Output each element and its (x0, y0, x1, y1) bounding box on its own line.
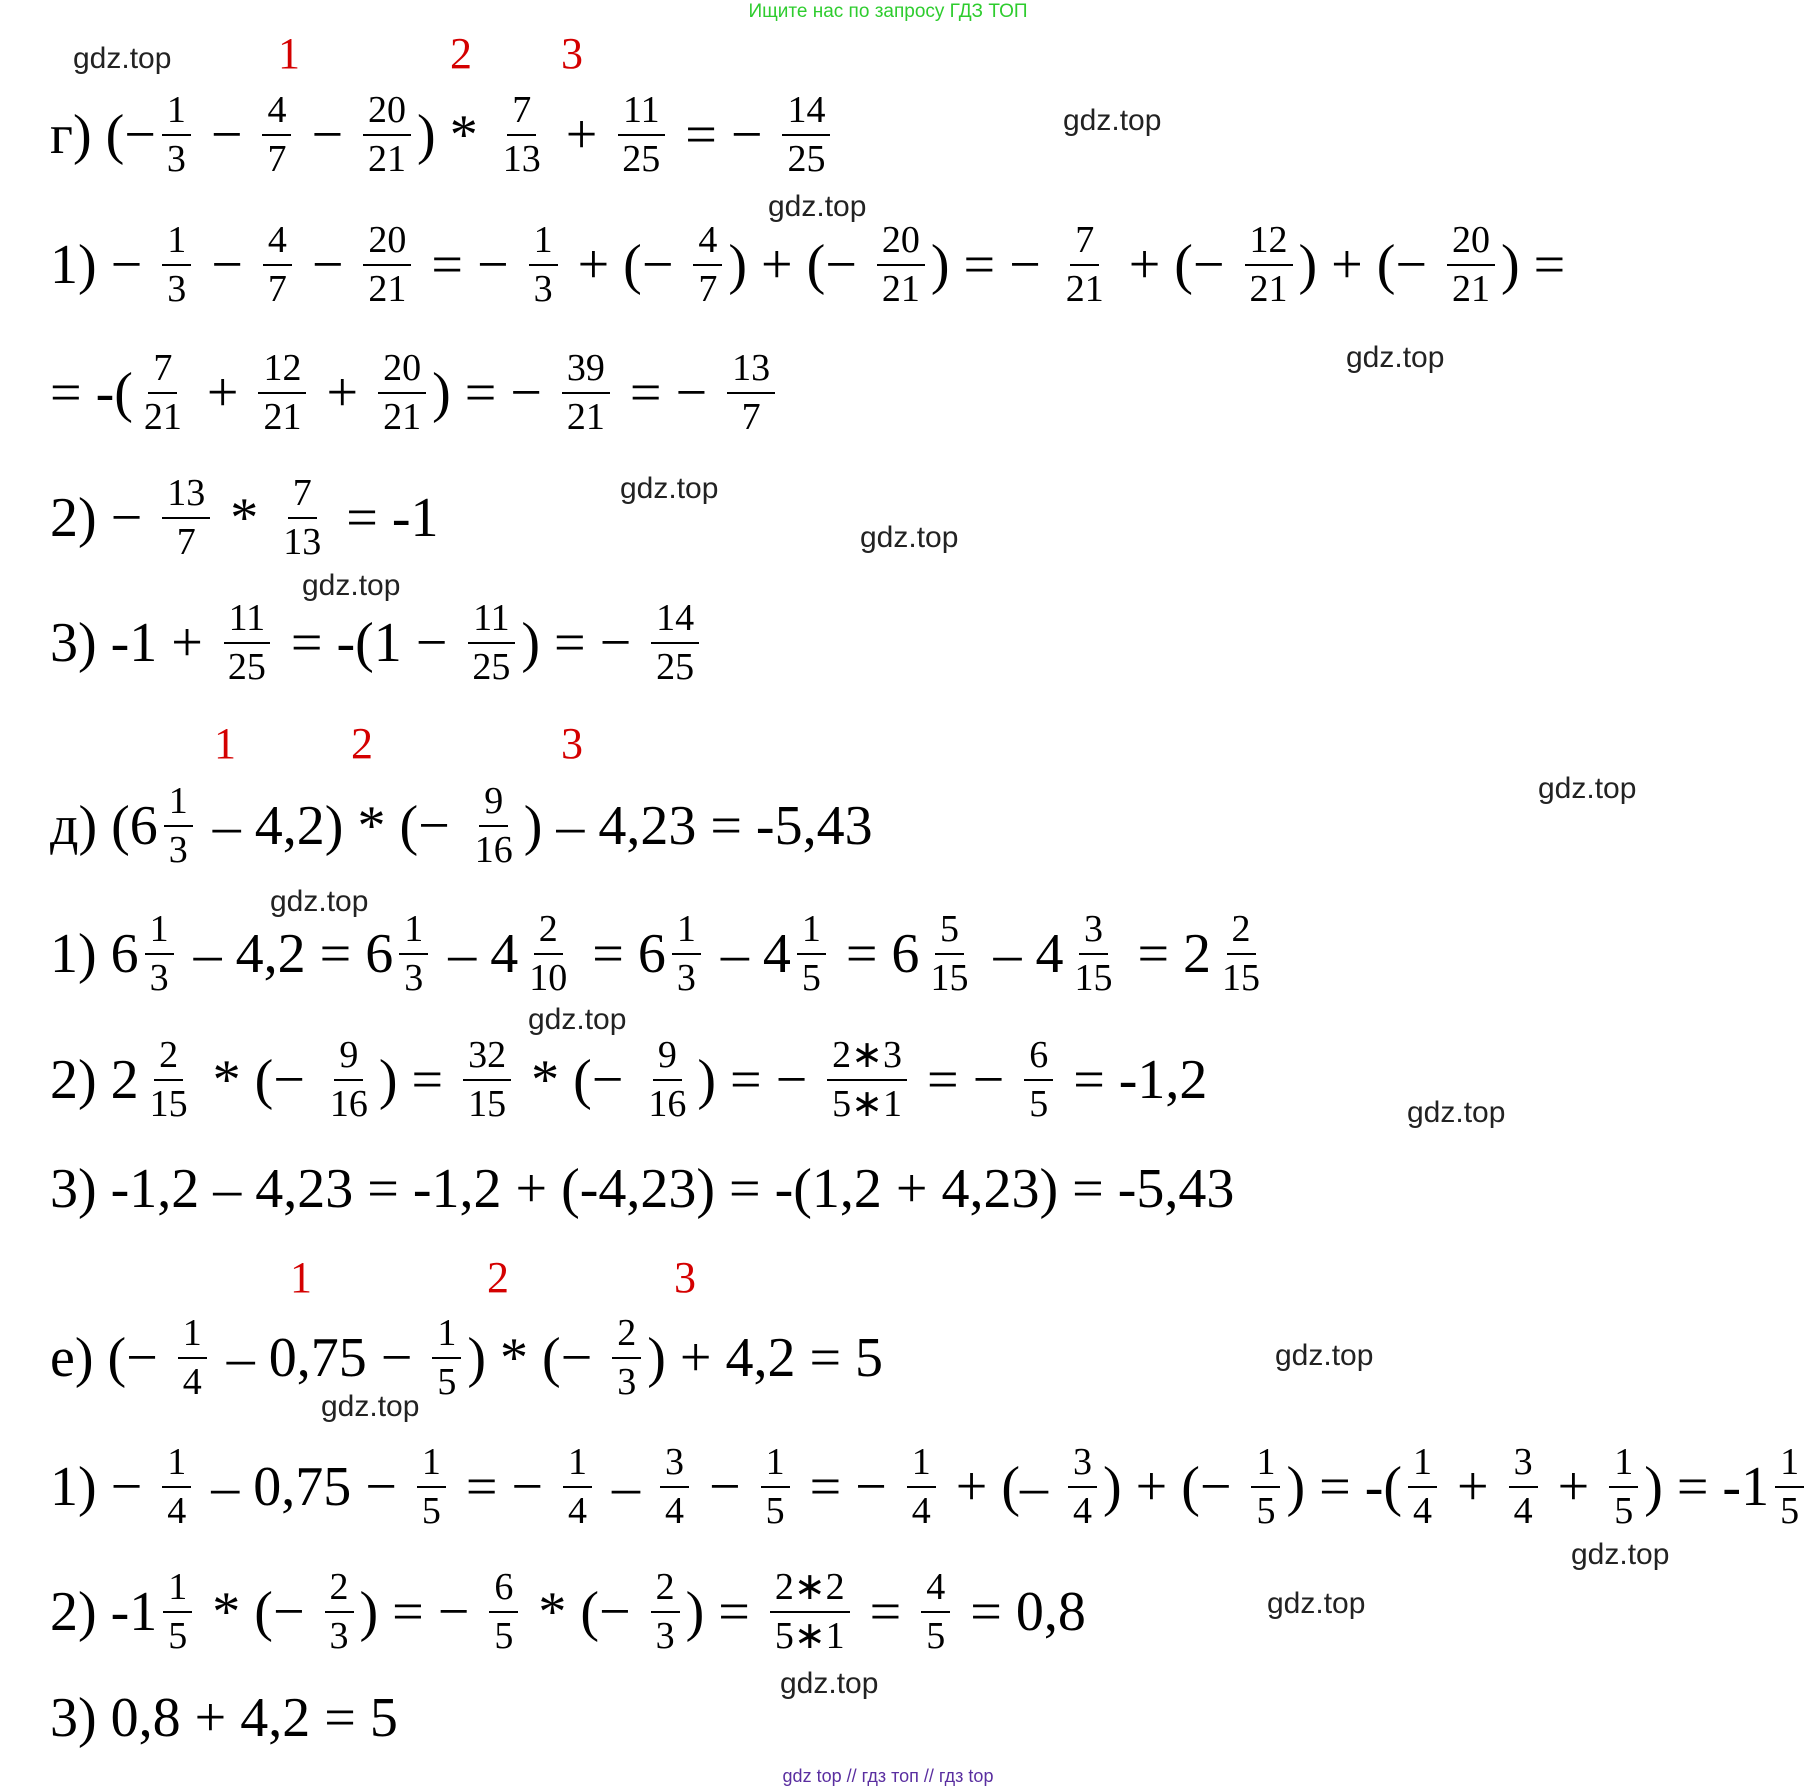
math-text: = − (671, 104, 777, 166)
math-text: 2) − (50, 487, 157, 549)
numerator: 5 (935, 906, 964, 956)
denominator: 25 (787, 138, 826, 180)
fraction (145, 906, 174, 1003)
denominator: 4 (568, 1490, 587, 1532)
numerator: 1 (1775, 1439, 1804, 1489)
math-text: + (− (563, 234, 688, 296)
denominator: 4 (167, 1490, 187, 1532)
math-text: * (− (198, 1581, 319, 1643)
numerator: 2 (534, 906, 563, 956)
math-text: ) + 4,2 = 5 (647, 1327, 884, 1389)
fraction (563, 1439, 592, 1536)
fraction (1024, 1032, 1053, 1129)
denominator: 3 (533, 268, 553, 310)
math-text: ) + (− (728, 234, 871, 296)
math-text: – 4,2) * (− (198, 795, 464, 857)
numerator: 3 (1079, 906, 1108, 956)
fraction (489, 1564, 518, 1661)
watermark: gdz.top (860, 521, 959, 554)
denominator: 15 (468, 1083, 507, 1125)
fraction (432, 1310, 461, 1407)
fraction (145, 1032, 193, 1129)
fraction (258, 345, 306, 442)
fraction (651, 595, 699, 692)
fraction (139, 345, 187, 442)
fraction (643, 1032, 691, 1129)
numerator: 2 (1227, 906, 1256, 956)
denominator: 16 (648, 1083, 687, 1125)
math-text: 3) 0,8 + 4,2 = 5 (50, 1687, 398, 1749)
denominator: 5 (1029, 1083, 1049, 1125)
step-number: 1 (290, 1253, 312, 1302)
fraction (770, 1564, 850, 1661)
fraction (612, 1310, 641, 1407)
numerator: 1 (162, 217, 191, 267)
denominator: 3 (404, 957, 424, 999)
watermark: gdz.top (1063, 104, 1162, 137)
math-text: 3) -1,2 – 4,23 = -1,2 + (-4,23) = -(1,2 + 4,23) = -5,43 (50, 1158, 1235, 1220)
numerator: 4 (262, 87, 291, 137)
denominator: 5 (801, 957, 821, 999)
math-text: + (312, 362, 373, 424)
denominator: 4 (1413, 1490, 1432, 1532)
fraction (417, 1439, 446, 1536)
numerator: 2∗3 (827, 1032, 907, 1082)
numerator: 1 (163, 1564, 192, 1614)
denominator: 7 (698, 268, 718, 310)
watermark: gdz.top (1407, 1096, 1506, 1129)
math-text: * (− (198, 1049, 319, 1111)
numerator: 13 (727, 345, 775, 395)
denominator: 5 (437, 1361, 457, 1403)
watermark: gdz.top (528, 1003, 627, 1036)
numerator: 20 (378, 345, 426, 395)
math-text: ) * (− (467, 1327, 607, 1389)
math-text: + (1443, 1456, 1503, 1518)
fraction (727, 345, 775, 442)
fraction (921, 1564, 950, 1661)
fraction (378, 345, 426, 442)
fraction (1251, 1439, 1280, 1536)
watermark: gdz.top (620, 472, 719, 505)
fraction (877, 217, 925, 314)
denominator: 21 (1451, 268, 1490, 310)
fraction (660, 1439, 689, 1536)
numerator: 2 (651, 1564, 680, 1614)
math-text: + (– (941, 1456, 1062, 1518)
math-text: + (551, 104, 612, 166)
denominator: 3 (655, 1615, 675, 1657)
numerator: 4 (263, 217, 292, 267)
numerator: 11 (224, 595, 271, 645)
math-text: = − (451, 1456, 557, 1518)
fraction (1609, 1439, 1638, 1536)
numerator: 3 (660, 1439, 689, 1489)
math-text: ) = − (359, 1581, 484, 1643)
math-text: 3) -1 + (50, 612, 217, 674)
math-text: = -( (50, 362, 133, 424)
numerator: 2 (325, 1564, 354, 1614)
denominator: 21 (881, 268, 920, 310)
fraction (1509, 1439, 1538, 1536)
denominator: 21 (143, 396, 182, 438)
denominator: 5 (765, 1490, 785, 1532)
watermark: gdz.top (1538, 772, 1637, 805)
fraction (562, 345, 610, 442)
numerator: 7 (507, 87, 536, 137)
fraction (223, 595, 271, 692)
fraction (907, 1439, 936, 1536)
denominator: 3 (168, 829, 188, 871)
denominator: 4 (911, 1490, 931, 1532)
math-text: ) = -( (1286, 1456, 1402, 1518)
fraction (363, 87, 411, 184)
fraction (263, 217, 292, 314)
math-text: = -1 (332, 487, 439, 549)
denominator: 5∗1 (832, 1083, 903, 1125)
numerator: 2 (154, 1032, 183, 1082)
fraction (524, 906, 572, 1003)
denominator: 5 (1614, 1490, 1634, 1532)
numerator: 1 (563, 1439, 592, 1489)
math-text: – 4 (434, 923, 519, 985)
math-text: 1) − (50, 234, 157, 296)
math-text: = − (795, 1456, 901, 1518)
fraction (178, 1310, 207, 1407)
denominator: 15 (1222, 957, 1261, 999)
numerator: 32 (463, 1032, 511, 1082)
numerator: 1 (672, 906, 701, 956)
numerator: 2 (612, 1310, 641, 1360)
numerator: 7 (1070, 217, 1099, 267)
fraction (1245, 217, 1293, 314)
fraction (467, 595, 515, 692)
numerator: 1 (162, 87, 191, 137)
numerator: 1 (164, 778, 193, 828)
math-text: 2) 2 (50, 1049, 139, 1111)
numerator: 1 (1408, 1439, 1437, 1489)
math-text: = 6 (578, 923, 666, 985)
fraction (1069, 906, 1117, 1003)
fraction (672, 906, 701, 1003)
math-text: = 6 (831, 923, 920, 985)
math-text: = − (417, 234, 523, 296)
math-text: ) = − (930, 234, 1055, 296)
fraction (1217, 906, 1265, 1003)
math-text: = 0,8 (956, 1581, 1086, 1643)
denominator: 7 (267, 268, 287, 310)
math-text: − (196, 104, 257, 166)
numerator: 6 (1024, 1032, 1053, 1082)
watermark: gdz.top (73, 42, 172, 75)
numerator: 12 (1245, 217, 1293, 267)
step-number: 2 (450, 29, 472, 78)
fraction (651, 1564, 680, 1661)
numerator: 1 (432, 1310, 461, 1360)
denominator: 4 (665, 1490, 684, 1532)
denominator: 5 (1780, 1490, 1800, 1532)
fraction (162, 87, 191, 184)
fraction (1408, 1439, 1437, 1536)
fraction (162, 217, 191, 314)
math-text: д) (6 (50, 795, 158, 857)
numerator: 1 (907, 1439, 936, 1489)
fraction (470, 778, 518, 875)
fraction (617, 87, 665, 184)
fraction (1775, 1439, 1804, 1536)
math-text: + (− (1114, 234, 1239, 296)
math-text: ) = (1500, 234, 1566, 296)
denominator: 16 (329, 1083, 368, 1125)
fraction (782, 87, 830, 184)
denominator: 15 (930, 957, 969, 999)
numerator: 20 (877, 217, 925, 267)
watermark: gdz.top (780, 1667, 879, 1700)
numerator: 1 (1251, 1439, 1280, 1489)
math-text: г) (− (50, 104, 156, 166)
fraction (827, 1032, 907, 1129)
denominator: 25 (472, 646, 511, 688)
math-text: ) – 4,23 = -5,43 (523, 795, 873, 857)
numerator: 1 (162, 1439, 191, 1489)
step-number: 1 (214, 719, 236, 768)
watermark: gdz.top (1275, 1339, 1374, 1372)
watermark: gdz.top (1346, 341, 1445, 374)
math-text: – 0,75 − (212, 1327, 427, 1389)
math-text: ) = − (521, 612, 646, 674)
step-number: 2 (351, 719, 373, 768)
denominator: 7 (176, 521, 196, 563)
math-text: е) (− (50, 1327, 172, 1389)
denominator: 3 (167, 268, 187, 310)
numerator: 1 (1609, 1439, 1638, 1489)
denominator: 13 (502, 138, 541, 180)
denominator: 3 (676, 957, 696, 999)
numerator: 1 (529, 217, 558, 267)
fraction (262, 87, 291, 184)
denominator: 10 (529, 957, 568, 999)
denominator: 15 (149, 1083, 188, 1125)
denominator: 15 (1074, 957, 1113, 999)
numerator: 39 (562, 345, 610, 395)
numerator: 1 (417, 1439, 446, 1489)
fraction (162, 1439, 191, 1536)
math-text: – 4,2 = 6 (179, 923, 394, 985)
denominator: 3 (617, 1361, 637, 1403)
step-number: 2 (487, 1253, 509, 1302)
numerator: 12 (258, 345, 306, 395)
math-text: 2) -1 (50, 1581, 158, 1643)
math-text: − (695, 1456, 755, 1518)
watermark: gdz.top (302, 569, 401, 602)
fraction (325, 1564, 354, 1661)
denominator: 4 (182, 1361, 202, 1403)
numerator: 7 (288, 470, 317, 520)
numerator: 1 (178, 1310, 207, 1360)
watermark: gdz.top (1571, 1538, 1670, 1571)
denominator: 21 (566, 396, 605, 438)
watermark: gdz.top (768, 190, 867, 223)
math-text: − (197, 234, 257, 296)
fraction (325, 1032, 373, 1129)
math-text: − (297, 104, 358, 166)
fraction (761, 1439, 790, 1536)
search-hint-header: Ищите нас по запросу ГДЗ ТОП (748, 1, 1028, 22)
math-text: = 2 (1123, 923, 1212, 985)
math-text: − (297, 234, 358, 296)
denominator: 21 (1249, 268, 1288, 310)
fraction (163, 1564, 192, 1661)
numerator: 14 (651, 595, 699, 645)
fraction (164, 778, 193, 875)
denominator: 21 (368, 138, 407, 180)
numerator: 9 (334, 1032, 363, 1082)
denominator: 21 (1065, 268, 1104, 310)
numerator: 1 (399, 906, 428, 956)
math-text: – 4 (979, 923, 1064, 985)
math-text: = − (615, 362, 722, 424)
math-text: ) = (685, 1581, 764, 1643)
numerator: 6 (489, 1564, 518, 1614)
math-text: – 4 (706, 923, 791, 985)
numerator: 20 (363, 87, 411, 137)
fraction (463, 1032, 511, 1129)
denominator: 25 (622, 138, 661, 180)
denominator: 4 (1073, 1490, 1092, 1532)
numerator: 20 (363, 217, 411, 267)
numerator: 9 (653, 1032, 682, 1082)
denominator: 25 (656, 646, 695, 688)
numerator: 2∗2 (770, 1564, 850, 1614)
numerator: 9 (479, 778, 508, 828)
math-text: 1) − (50, 1456, 157, 1518)
fraction (693, 217, 722, 314)
math-text: * (− (524, 1581, 645, 1643)
numerator: 11 (468, 595, 515, 645)
denominator: 5 (168, 1615, 188, 1657)
math-text: * (− (517, 1049, 638, 1111)
fraction (1447, 217, 1495, 314)
math-text: ) = − (432, 362, 556, 424)
denominator: 5∗1 (774, 1615, 845, 1657)
math-text: ) + (− (1298, 234, 1441, 296)
math-text: = -1,2 (1059, 1049, 1208, 1111)
denominator: 5 (926, 1615, 946, 1657)
denominator: 5 (494, 1615, 514, 1657)
numerator: 1 (797, 906, 826, 956)
numerator: 20 (1447, 217, 1495, 267)
step-number: 1 (278, 29, 300, 78)
math-text: – 0,75 − (197, 1456, 411, 1518)
math-text: ) * (417, 104, 492, 166)
numerator: 3 (1509, 1439, 1538, 1489)
denominator: 21 (383, 396, 422, 438)
math-text: + (1543, 1456, 1604, 1518)
watermark: gdz.top (1267, 1587, 1366, 1620)
math-text: 1) 6 (50, 923, 139, 985)
step-number: 3 (674, 1253, 696, 1302)
step-number: 3 (561, 29, 583, 78)
watermark: gdz.top (270, 885, 369, 918)
math-text: = (855, 1581, 916, 1643)
watermark: gdz.top (321, 1390, 420, 1423)
denominator: 25 (227, 646, 266, 688)
denominator: 13 (283, 521, 322, 563)
math-text: – (598, 1456, 654, 1518)
denominator: 7 (741, 396, 761, 438)
fraction (278, 470, 326, 567)
denominator: 3 (329, 1615, 349, 1657)
math-text: + (192, 362, 253, 424)
numerator: 13 (162, 470, 210, 520)
fraction (925, 906, 973, 1003)
fraction (1061, 217, 1109, 314)
denominator: 3 (166, 138, 186, 180)
numerator: 4 (693, 217, 722, 267)
numerator: 1 (761, 1439, 790, 1489)
denominator: 5 (1256, 1490, 1276, 1532)
math-text: ) = (378, 1049, 458, 1111)
denominator: 5 (421, 1490, 441, 1532)
numerator: 4 (921, 1564, 950, 1614)
math-text: * (216, 487, 273, 549)
denominator: 16 (474, 829, 513, 871)
numerator: 7 (148, 345, 177, 395)
numerator: 1 (145, 906, 174, 956)
denominator: 7 (267, 138, 287, 180)
math-text: = -(1 − (276, 612, 462, 674)
fraction (363, 217, 411, 314)
math-text: ) = − (697, 1049, 822, 1111)
fraction (162, 470, 210, 567)
fraction (797, 906, 826, 1003)
fraction (399, 906, 428, 1003)
denominator: 4 (1513, 1490, 1533, 1532)
fraction (498, 87, 546, 184)
fraction (1068, 1439, 1097, 1536)
math-text: ) + (− (1103, 1456, 1246, 1518)
math-text: ) = -1 (1644, 1456, 1770, 1518)
footer-watermark: gdz top // гдз топ // гдз top (782, 1766, 994, 1786)
denominator: 21 (368, 268, 407, 310)
numerator: 11 (618, 87, 665, 137)
denominator: 21 (263, 396, 302, 438)
denominator: 3 (149, 957, 169, 999)
step-number: 3 (561, 719, 583, 768)
numerator: 14 (782, 87, 830, 137)
numerator: 3 (1068, 1439, 1097, 1489)
math-text: = − (913, 1049, 1019, 1111)
fraction (529, 217, 558, 314)
